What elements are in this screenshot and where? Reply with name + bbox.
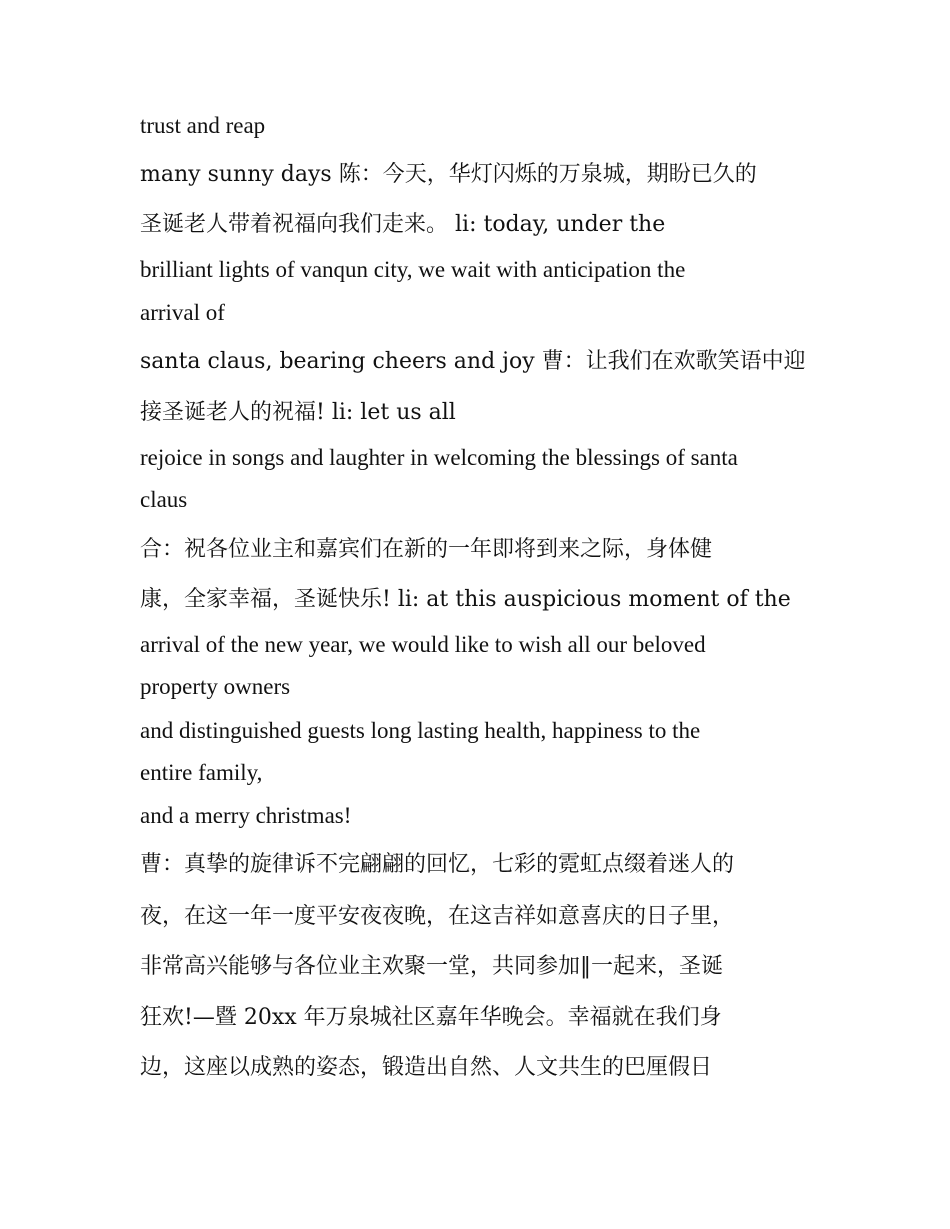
text-line: 夜，在这一年一度平安夜夜晚，在这吉祥如意喜庆的日子里，: [140, 904, 735, 929]
text-line: arrival of the new year, we would like to wish all our beloved: [140, 632, 706, 657]
text-line: property owners: [140, 674, 291, 699]
text-line: 圣诞老人带着祝福向我们走来。 li: today, under the: [140, 212, 666, 237]
text-line: many sunny days 陈：今天，华灯闪烁的万泉城，期盼已久的: [140, 162, 757, 187]
text-line: santa claus, bearing cheers and joy 曹：让我们在欢歌笑语中迎: [140, 349, 806, 374]
text-line: 非常高兴能够与各位业主欢聚一堂，共同参加‖一起来，圣诞: [140, 954, 724, 979]
text-line: and distinguished guests long lasting health, happiness to the: [140, 718, 701, 743]
text-line: entire family,: [140, 760, 263, 785]
text-line: brilliant lights of vanqun city, we wait with anticipation the: [140, 257, 686, 282]
text-line: rejoice in songs and laughter in welcoming the blessings of santa: [140, 445, 738, 470]
text-line: 边，这座以成熟的姿态，锻造出自然、人文共生的巴厘假日: [140, 1055, 713, 1080]
text-line: arrival of: [140, 300, 225, 325]
text-line: 接圣诞老人的祝福! li: let us all: [140, 400, 456, 425]
text-line: 狂欢!—暨 20xx 年万泉城社区嘉年华晚会。幸福就在我们身: [140, 1005, 722, 1030]
text-line: and a merry christmas!: [140, 803, 352, 828]
text-line: 康，全家幸福，圣诞快乐! li: at this auspicious moment of the: [140, 587, 791, 612]
text-line: 曹：真挚的旋律诉不完翩翩的回忆，七彩的霓虹点缀着迷人的: [140, 852, 735, 877]
text-line: trust and reap: [140, 113, 266, 138]
text-line: 合：祝各位业主和嘉宾们在新的一年即将到来之际，身体健: [140, 537, 713, 562]
text-line: claus: [140, 487, 188, 512]
